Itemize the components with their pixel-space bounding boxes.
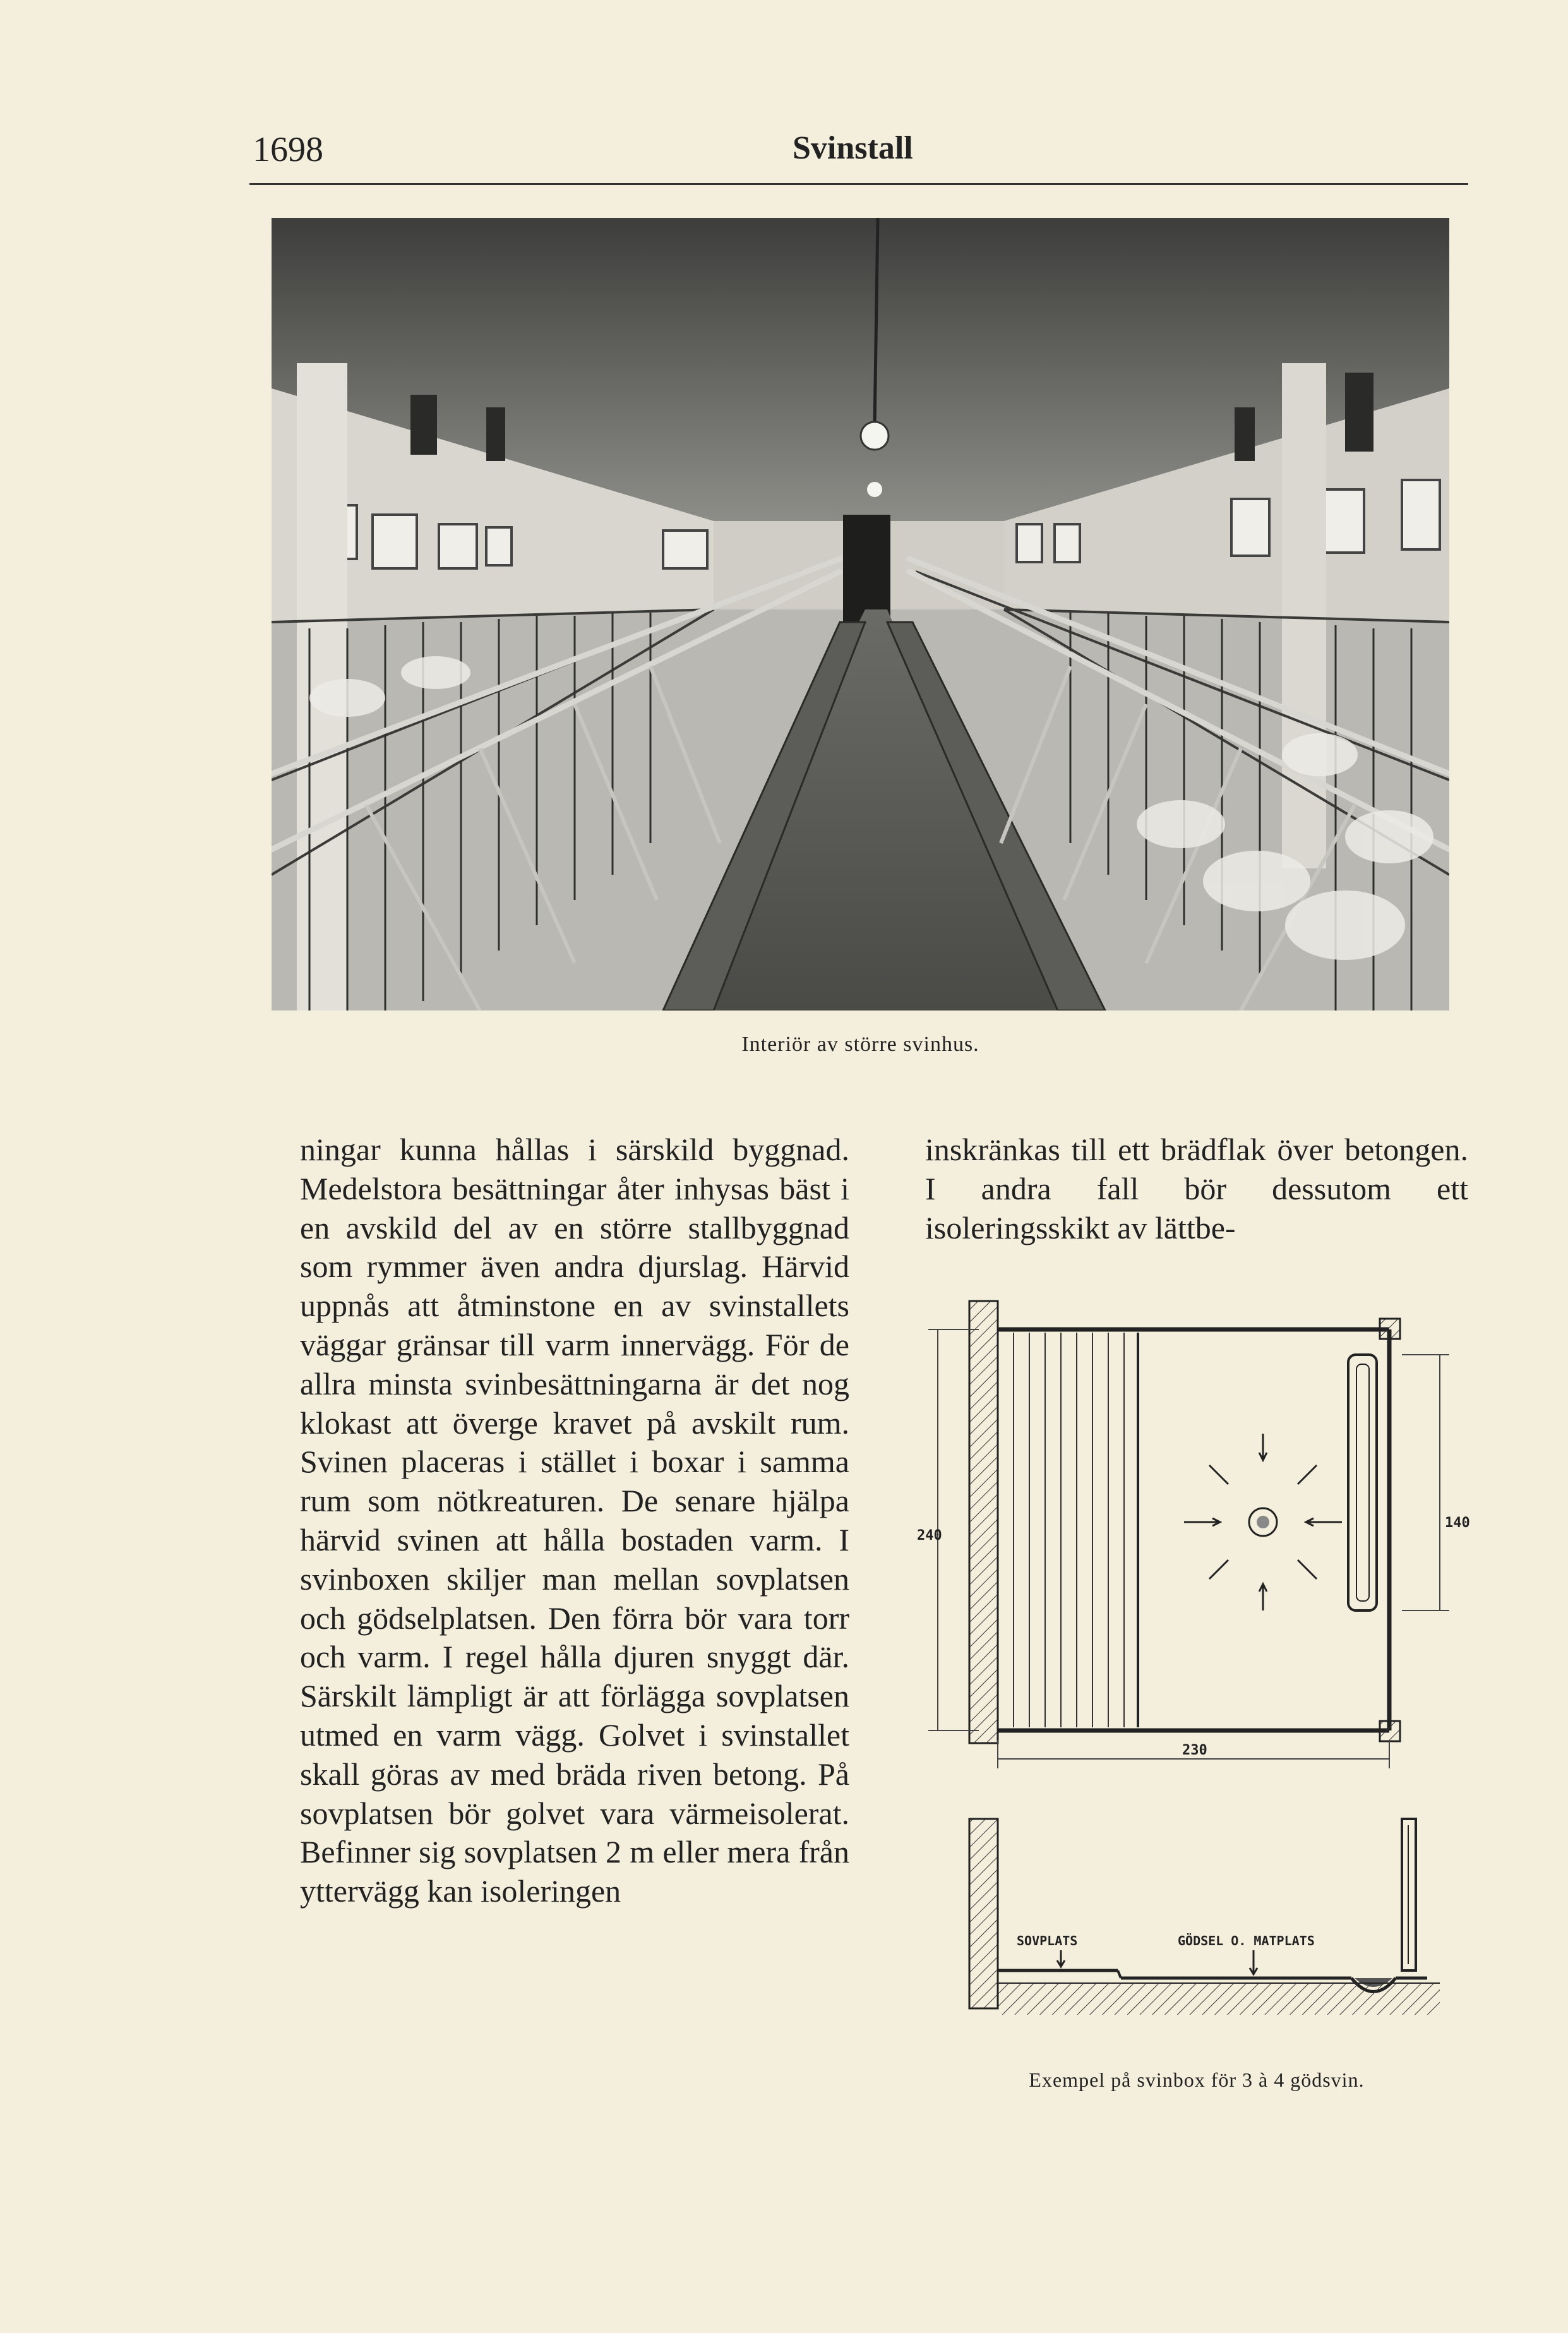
pig-pen-plan-figure	[909, 1269, 1471, 2027]
body-text-right-column: inskränkas till ett brädflak över betongen. I andra fall bör dessutom ett isoleringsskikt av lättbe-	[925, 1132, 1468, 1245]
zone-label-godsel-matplats: GÖDSEL O. MATPLATS	[1178, 1933, 1315, 1948]
dimension-trough-label: 140	[1445, 1515, 1470, 1531]
body-text-left-column: ningar kunna hållas i särskild byggnad. Medelstora besättningar åter inhysas bäst i en avskild del av en större stallbyggnad som rymmer även andra djurslag. Härvid uppnås att åtminstone en av svinstallets väggar gränsar till varm innervägg. För de allra minsta svinbesättningarna är det nog klokast att överge kravet på avskilt rum. Svinen placeras i stället i boxar i samma rum som nötkreaturen. De senare hjälpa härvid svinen att hålla bostaden varm. I svinboxen skiljer man mellan sovplatsen och gödselplatsen. Den förra bör vara torr och varm. I regel hålla djuren snyggt där. Särskilt lämpligt är att förlägga sovplatsen utmed en varm vägg. Golvet i svinstallet skall göras av med bräda riven betong. På sovplatsen bör golvet vara värmeisolerat. Befinner sig sovplatsen 2 m eller mera från yttervägg kan isoleringen	[300, 1132, 849, 1909]
figure-caption: Exempel på svinbox för 3 à 4 gödsvin.	[1029, 2068, 1365, 2091]
running-head: Svinstall	[793, 130, 913, 166]
pig-barn-interior-photo	[272, 218, 1449, 1011]
zone-label-sovplats: SOVPLATS	[1017, 1933, 1078, 1948]
page-number: 1698	[253, 130, 323, 169]
pig-pen-drawing	[909, 1269, 1471, 2027]
plan-view	[917, 1301, 1470, 1768]
photo-caption: Interiör av större svinhus.	[741, 1033, 979, 1056]
dimension-height-label: 240	[917, 1528, 942, 1544]
section-view	[969, 1819, 1440, 2015]
photo-illustration	[272, 218, 1449, 1011]
header-rule	[249, 183, 1468, 185]
dimension-width-label: 230	[1182, 1742, 1207, 1758]
